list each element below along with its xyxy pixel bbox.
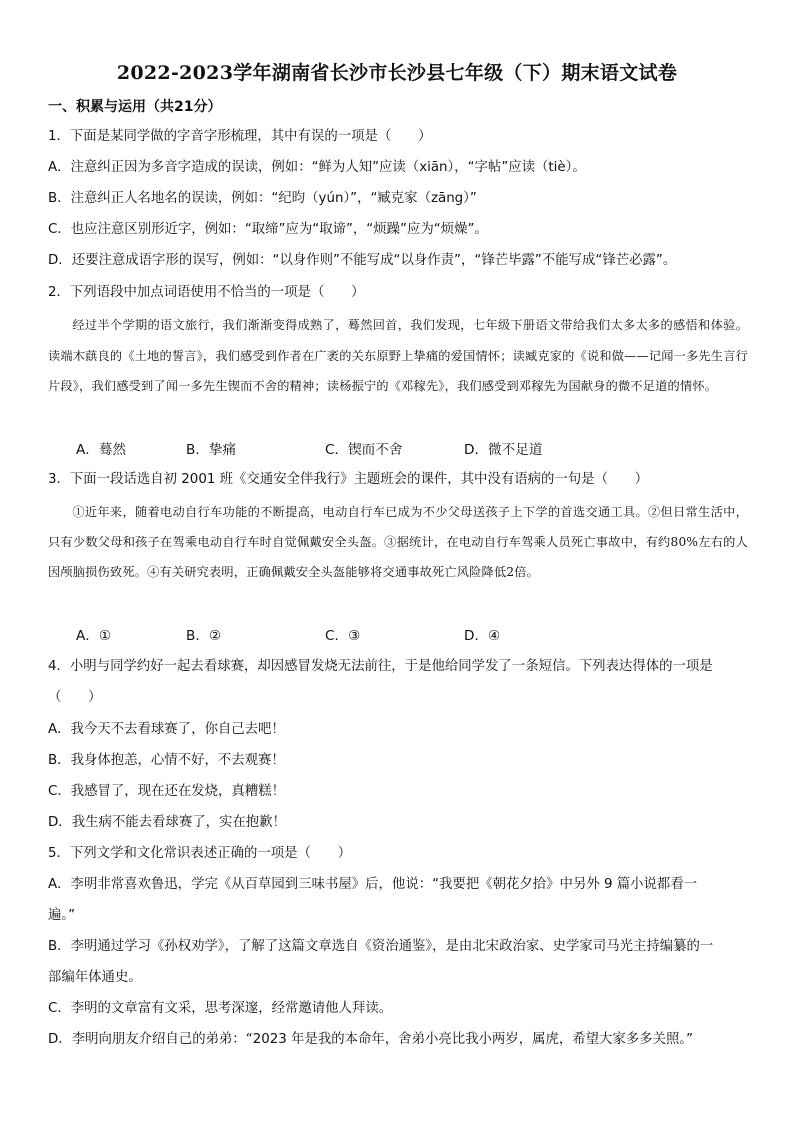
q5-option-a-cont: 遍。” <box>48 908 76 923</box>
q2-option-b: B．挚痛 <box>186 442 237 458</box>
q1-option-c: C．也应注意区别形近字，例如：“取缔”应为“取谛”，“烦躁”应为“烦燥”。 <box>48 222 488 237</box>
q4-stem-paren: （ ） <box>48 690 102 705</box>
q5-option-b: B．李明通过学习《孙权劝学》，了解了这篇文章选自《资治通鉴》，是由北宋政治家、史学家司马光主持编纂的一 <box>48 939 714 954</box>
q1-option-b: B．注意纠正人名地名的误读，例如：“纪昀（yún）”，“臧克家（zāng）” <box>48 191 477 206</box>
exam-title: 2022-2023学年湖南省长沙市长沙县七年级（下）期末语文试卷 <box>116 62 678 84</box>
q2-passage: 经过半个学期的语文旅行，我们渐渐变得成熟了，蓦然回首，我们发现，七年级下册语文带给我们太多太多的感悟和体验。读端木蕻良的《土地的誓言》，我们感受到作者在广袤的关东原野上挚痛的爱国情怀；读臧克家的《说和做——记闻一多先生言行片段》，我们感受到了闻一多先生锲而不舍的精神；读杨振宁的《邓稼先》，我们感受到邓稼先为国献身的微不足道的情怀。 <box>48 318 748 393</box>
q3-option-b: B．② <box>186 628 222 644</box>
q1-option-a: A．注意纠正因为多音字造成的误读，例如：“鲜为人知”应读（xiān），“字帖”应读（tiè）。 <box>48 160 586 175</box>
q4-stem: 4．小明与同学约好一起去看球赛，却因感冒发烧无法前往，于是他给同学发了一条短信。下列表达得体的一项是 <box>48 659 713 674</box>
q2-option-a: A．蓦然 <box>76 442 127 458</box>
q4-option-b: B．我身体抱恙，心情不好，不去观赛！ <box>48 753 285 768</box>
q1-stem: 1．下面是某同学做的字音字形梳理，其中有误的一项是（ ） <box>48 129 432 144</box>
q5-option-d: D．李明向朋友介绍自己的弟弟：“2023 年是我的本命年，舍弟小亮比我小两岁，属虎，希望大家多多关照。” <box>48 1032 694 1047</box>
q2-option-c: C．锲而不舍 <box>325 442 403 458</box>
q2-option-d: D．微不足道 <box>464 442 543 458</box>
q2-stem: 2．下列语段中加点词语使用不恰当的一项是（ ） <box>48 285 365 300</box>
q5-option-a: A．李明非常喜欢鲁迅，学完《从百草园到三味书屋》后，他说：“我要把《朝花夕拾》中另外 9 篇小说都看一 <box>48 877 698 892</box>
q4-option-c: C．我感冒了，现在还在发烧，真糟糕！ <box>48 784 285 799</box>
q1-option-d: D．还要注意成语字形的误写，例如：“以身作则”不能写成“以身作责”，“锋芒毕露”不能写成“锋芒必露”。 <box>48 253 677 268</box>
q3-stem: 3．下面一段话选自初 2001 班《交通安全伴我行》主题班会的课件，其中没有语病的一句是（ ） <box>48 472 649 487</box>
section-heading: 一、积累与运用（共21分） <box>48 99 222 115</box>
q4-option-d: D．我生病不能去看球赛了，实在抱歉！ <box>48 815 286 830</box>
q3-option-c: C．③ <box>325 628 361 644</box>
q3-option-a: A．① <box>76 628 112 644</box>
q5-option-c: C．李明的文章富有文采，思考深邃，经常邀请他人拜读。 <box>48 1001 393 1016</box>
q5-stem: 5．下列文学和文化常识表述正确的一项是（ ） <box>48 846 352 861</box>
q5-option-b-cont: 部编年体通史。 <box>48 970 142 985</box>
q3-option-d: D．④ <box>464 628 501 644</box>
q3-passage: ①近年来，随着电动自行车功能的不断提高，电动自行车已成为不少父母送孩子上下学的首选交通工具。②但日常生活中，只有少数父母和孩子在驾乘电动自行车时自觉佩戴安全头盔。③据统计，在电动自行车驾乘人员死亡事故中，有约80%左右的人因颅脑损伤致死。④有关研究表明，正确佩戴安全头盔能够将交通事故死亡风险降低2倍。 <box>48 505 748 579</box>
q4-option-a: A．我今天不去看球赛了，你自己去吧！ <box>48 722 285 737</box>
